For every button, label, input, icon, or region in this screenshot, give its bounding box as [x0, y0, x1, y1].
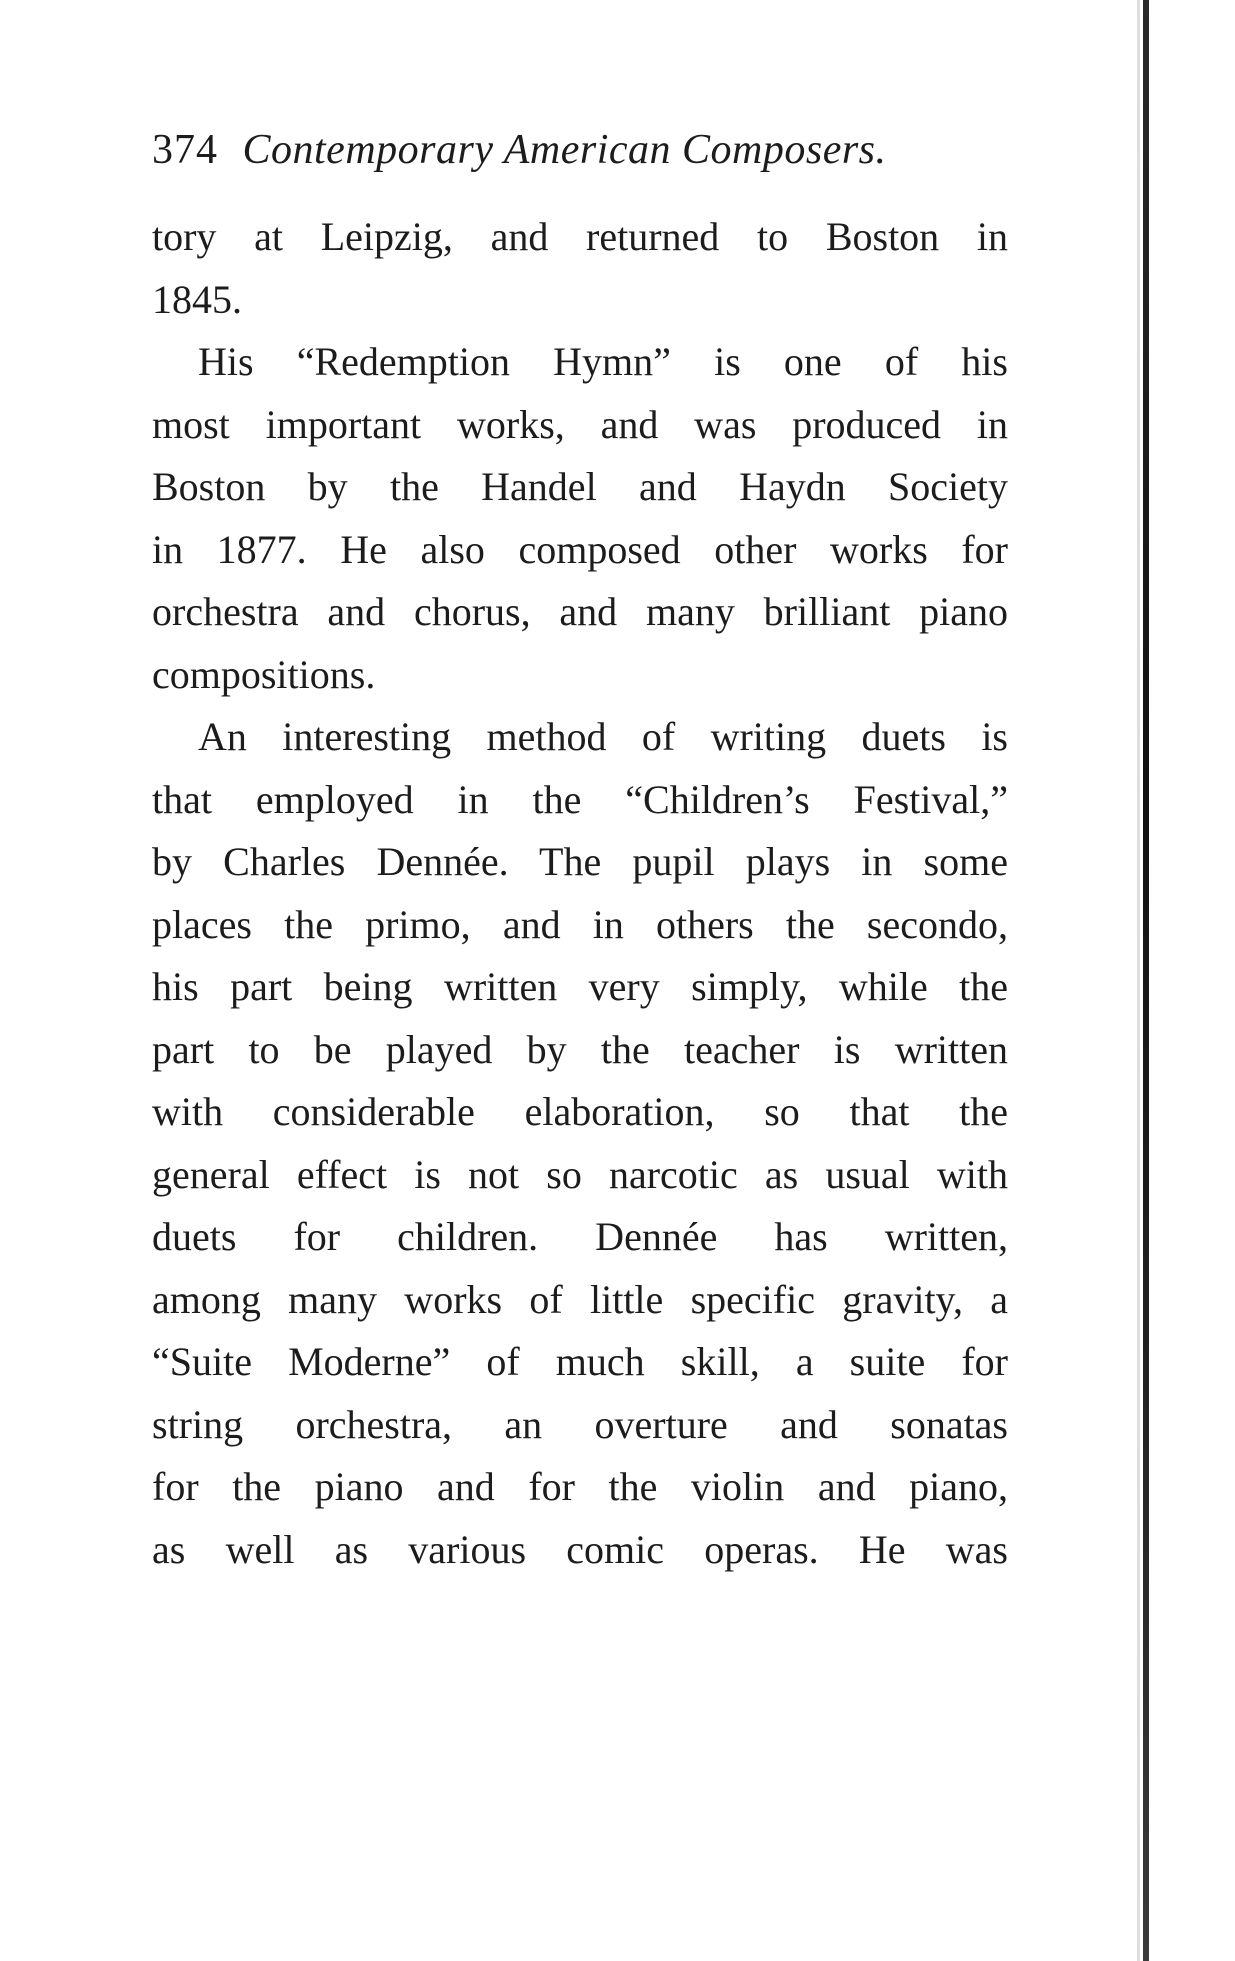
page-number: 374	[152, 127, 218, 173]
paragraph-3	[152, 706, 1008, 1581]
text-line: his part being written very simply, while the	[152, 964, 1008, 1009]
page-edge-shadow	[1137, 0, 1140, 1961]
text-line: as well as various comic operas. He was	[152, 1526, 1008, 1572]
paragraph-1	[152, 206, 1008, 331]
text-line: string orchestra, an overture and sonatas	[152, 1401, 1008, 1447]
book-title: Contemporary American Composers.	[242, 127, 887, 173]
text-line: for the piano and for the violin and piano,	[152, 1464, 1008, 1509]
text-line: part to be played by the teacher is written	[152, 1026, 1008, 1072]
text-line: compositions.	[152, 651, 376, 697]
text-line: general effect is not so narcotic as usual with	[152, 1151, 1008, 1197]
text-line: places the primo, and in others the secondo,	[152, 901, 1008, 947]
text-line: Boston by the Handel and Haydn Society	[152, 464, 1008, 509]
text-line: with considerable elaboration, so that the	[152, 1089, 1008, 1134]
text-line: most important works, and was produced in	[152, 401, 1008, 447]
text-line: “Suite Moderne” of much skill, a suite for	[152, 1339, 1008, 1384]
paragraph-2	[152, 331, 1008, 706]
text-line: duets for children. Dennée has written,	[152, 1214, 1008, 1259]
text-line: that employed in the “Children’s Festival,”	[152, 776, 1008, 822]
text-line: 1845.	[152, 276, 242, 322]
text-line: among many works of little specific gravity, a	[152, 1276, 1008, 1322]
running-head	[152, 120, 887, 180]
text-line: His “Redemption Hymn” is one of his	[198, 339, 1008, 384]
body-text	[152, 206, 1008, 1581]
text-line: An interesting method of writing duets is	[198, 714, 1008, 759]
text-line: by Charles Dennée. The pupil plays in some	[152, 839, 1008, 884]
text-line: in 1877. He also composed other works for	[152, 526, 1008, 572]
page-binding-edge	[1143, 0, 1149, 1961]
text-line: tory at Leipzig, and returned to Boston in	[152, 214, 1008, 259]
text-line: orchestra and chorus, and many brilliant piano	[152, 589, 1008, 634]
